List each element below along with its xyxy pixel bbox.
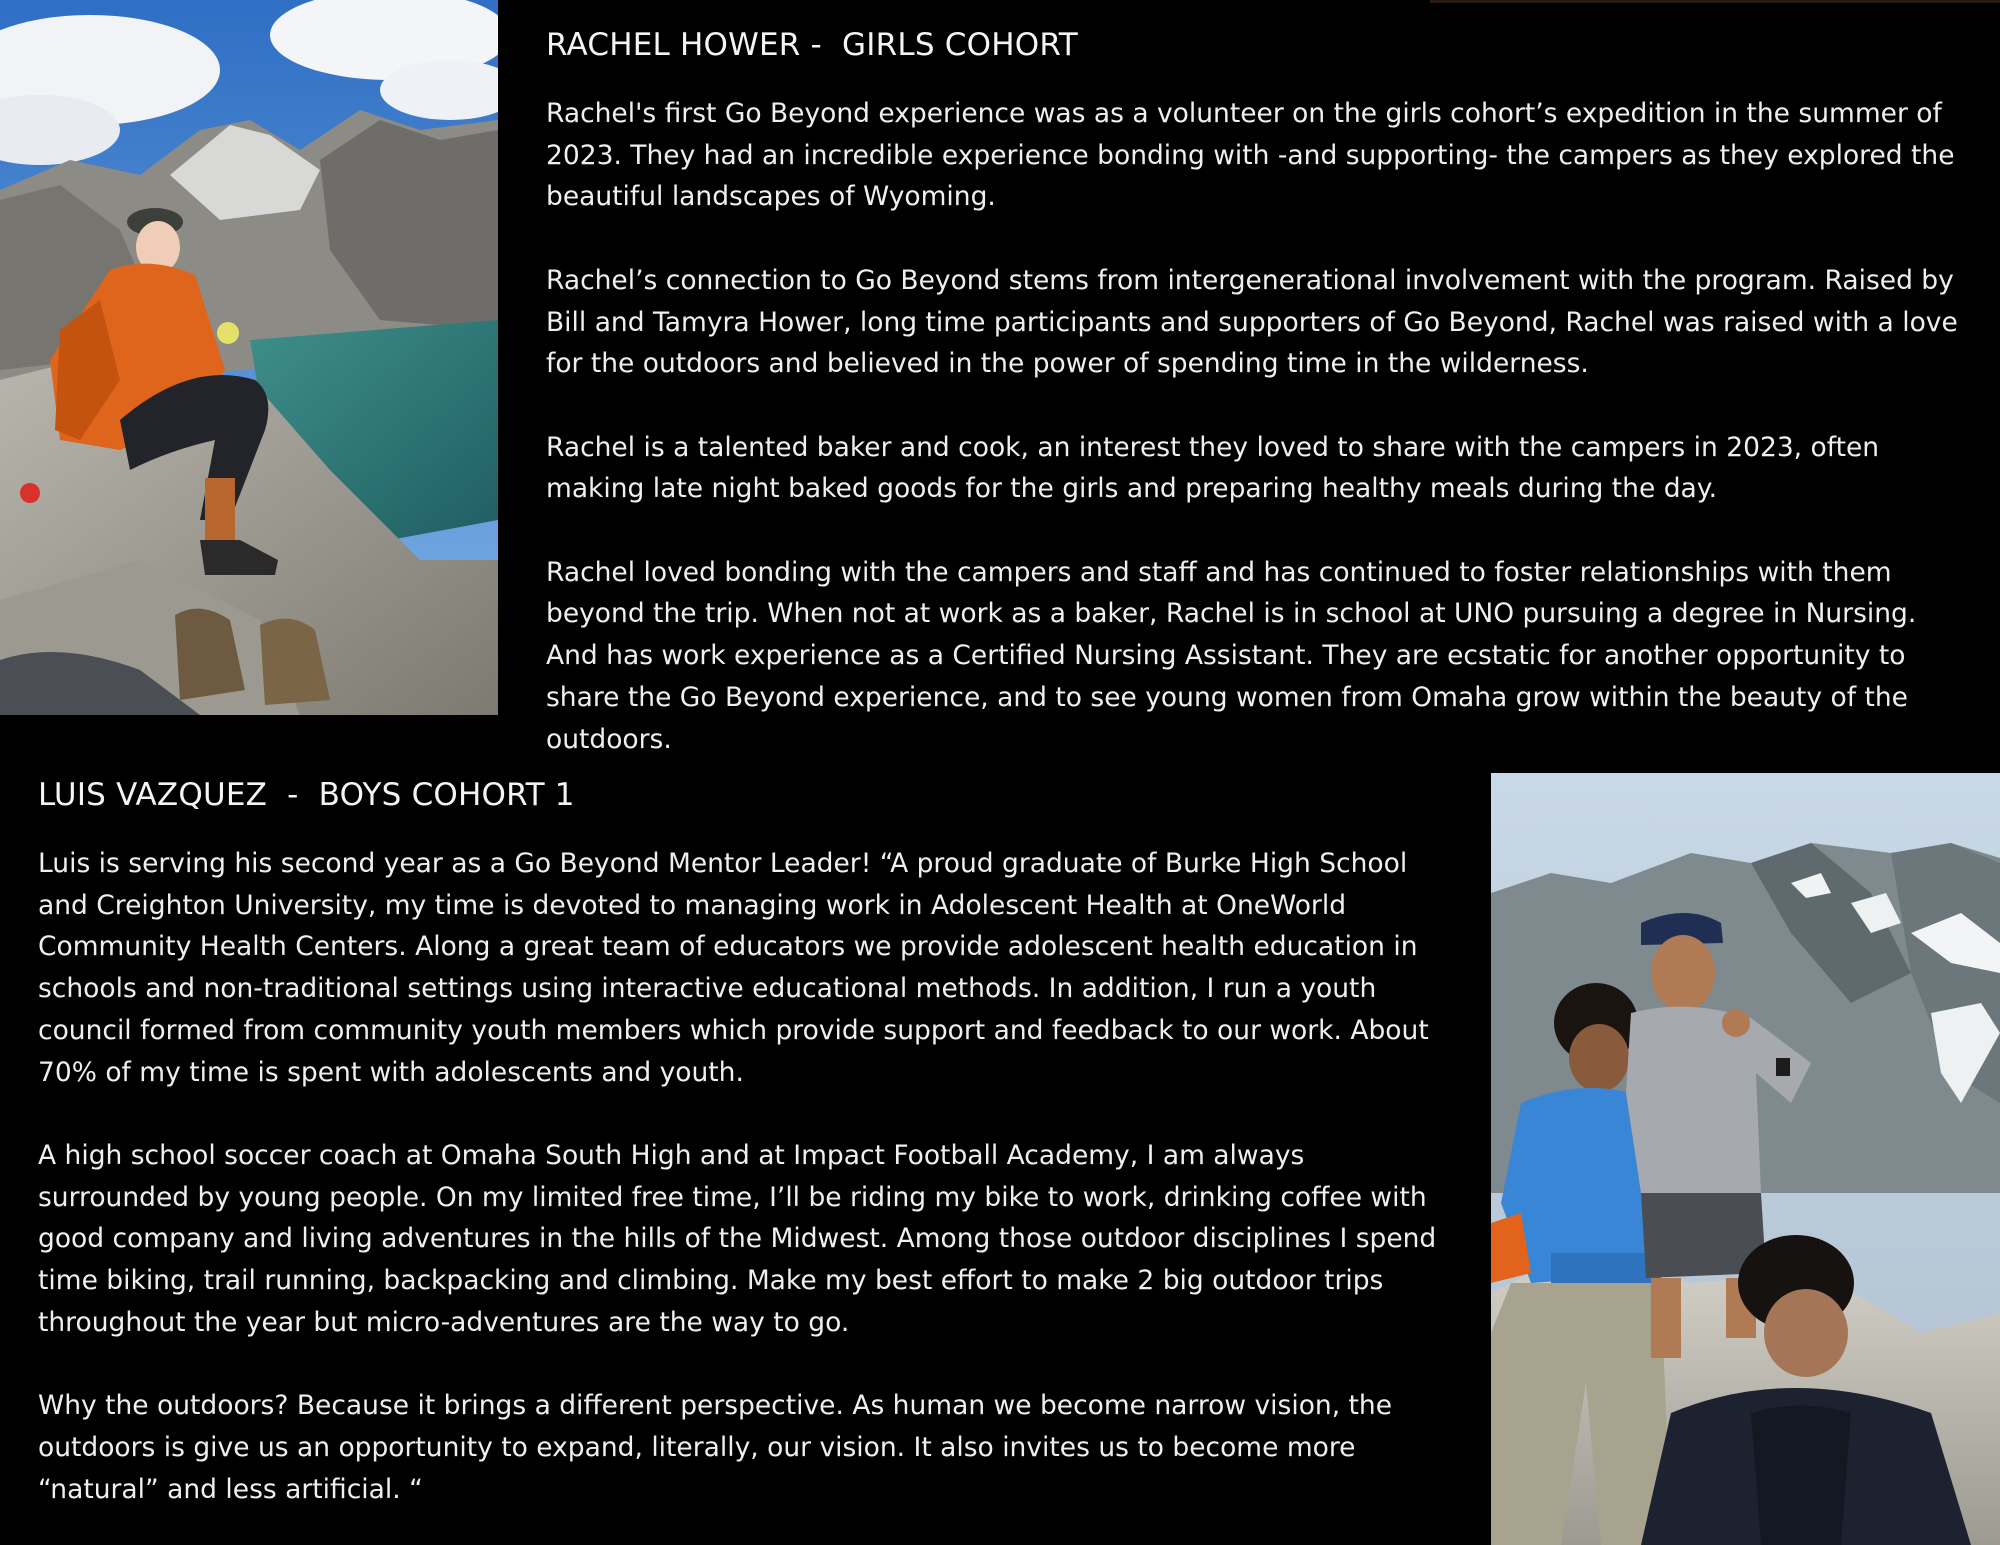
luis-paragraph: A high school soccer coach at Omaha South High and at Impact Football Academy, I am always surrounded by young people. On my limited free time, I’ll be riding my bike to work, drinking coffee with good company and living adventures in the hills of the Midwest. Among those outdoor disciplines I spend time biking, trail running, backpacking and climbing. Make my best effort to make 2 big outdoor trips throughout the year but micro-adventures are the way to go. <box>38 1139 1437 1338</box>
luis-paragraph: Why the outdoors? Because it brings a different perspective. As human we become narrow vision, the outdoors is give us an opportunity to expand, literally, our vision. It also invites us to become more “natural” and less artificial. “ <box>38 1390 1393 1505</box>
rachel-photo <box>0 0 498 715</box>
rachel-paragraph: Rachel loved bonding with the campers and staff and has continued to foster relationships with them beyond the trip. When not at work as a baker, Rachel is in school at UNO pursuing a degree in Nursing. And has work experience as a Certified Nursing Assistant. They are ecstatic for another opportunity to share the Go Beyond experience, and to see young women from Omaha grow within the beauty of the outdoors. <box>546 556 1917 755</box>
rachel-heading: RACHEL HOWER - GIRLS COHORT <box>546 27 1078 63</box>
rachel-paragraph: Rachel’s connection to Go Beyond stems from intergenerational involvement with the program. Raised by Bill and Tamyra Hower, long time participants and supporters of Go Beyond, Rachel was raised with a love for the outdoors and believed in the power of spending time in the wilderness. <box>546 264 1958 380</box>
rachel-bio <box>546 93 1966 760</box>
rachel-paragraph: Rachel is a talented baker and cook, an interest they loved to share with the campers in 2023, often making late night baked goods for the girls and preparing healthy meals during the day. <box>546 431 1880 505</box>
rachel-paragraph: Rachel's first Go Beyond experience was as a volunteer on the girls cohort’s expedition in the summer of 2023. They had an incredible experience bonding with -and supporting- the campers as they explored the beautiful landscapes of Wyoming. <box>546 98 1955 213</box>
luis-paragraph: Luis is serving his second year as a Go Beyond Mentor Leader! “A proud graduate of Burke High School and Creighton University, my time is devoted to managing work in Adolescent Health at OneWorld Community Health Centers. Along a great team of educators we provide adolescent health education in schools and non-traditional settings using interactive educational methods. In addition, I run a youth council formed from community youth members which provide support and feedback to our work. About 70% of my time is spent with adolescents and youth. <box>38 848 1429 1088</box>
luis-bio <box>38 843 1458 1510</box>
luis-heading: LUIS VAZQUEZ - BOYS COHORT 1 <box>38 777 575 813</box>
top-edge-accent <box>1430 0 2000 3</box>
luis-photo <box>1491 773 2000 1545</box>
